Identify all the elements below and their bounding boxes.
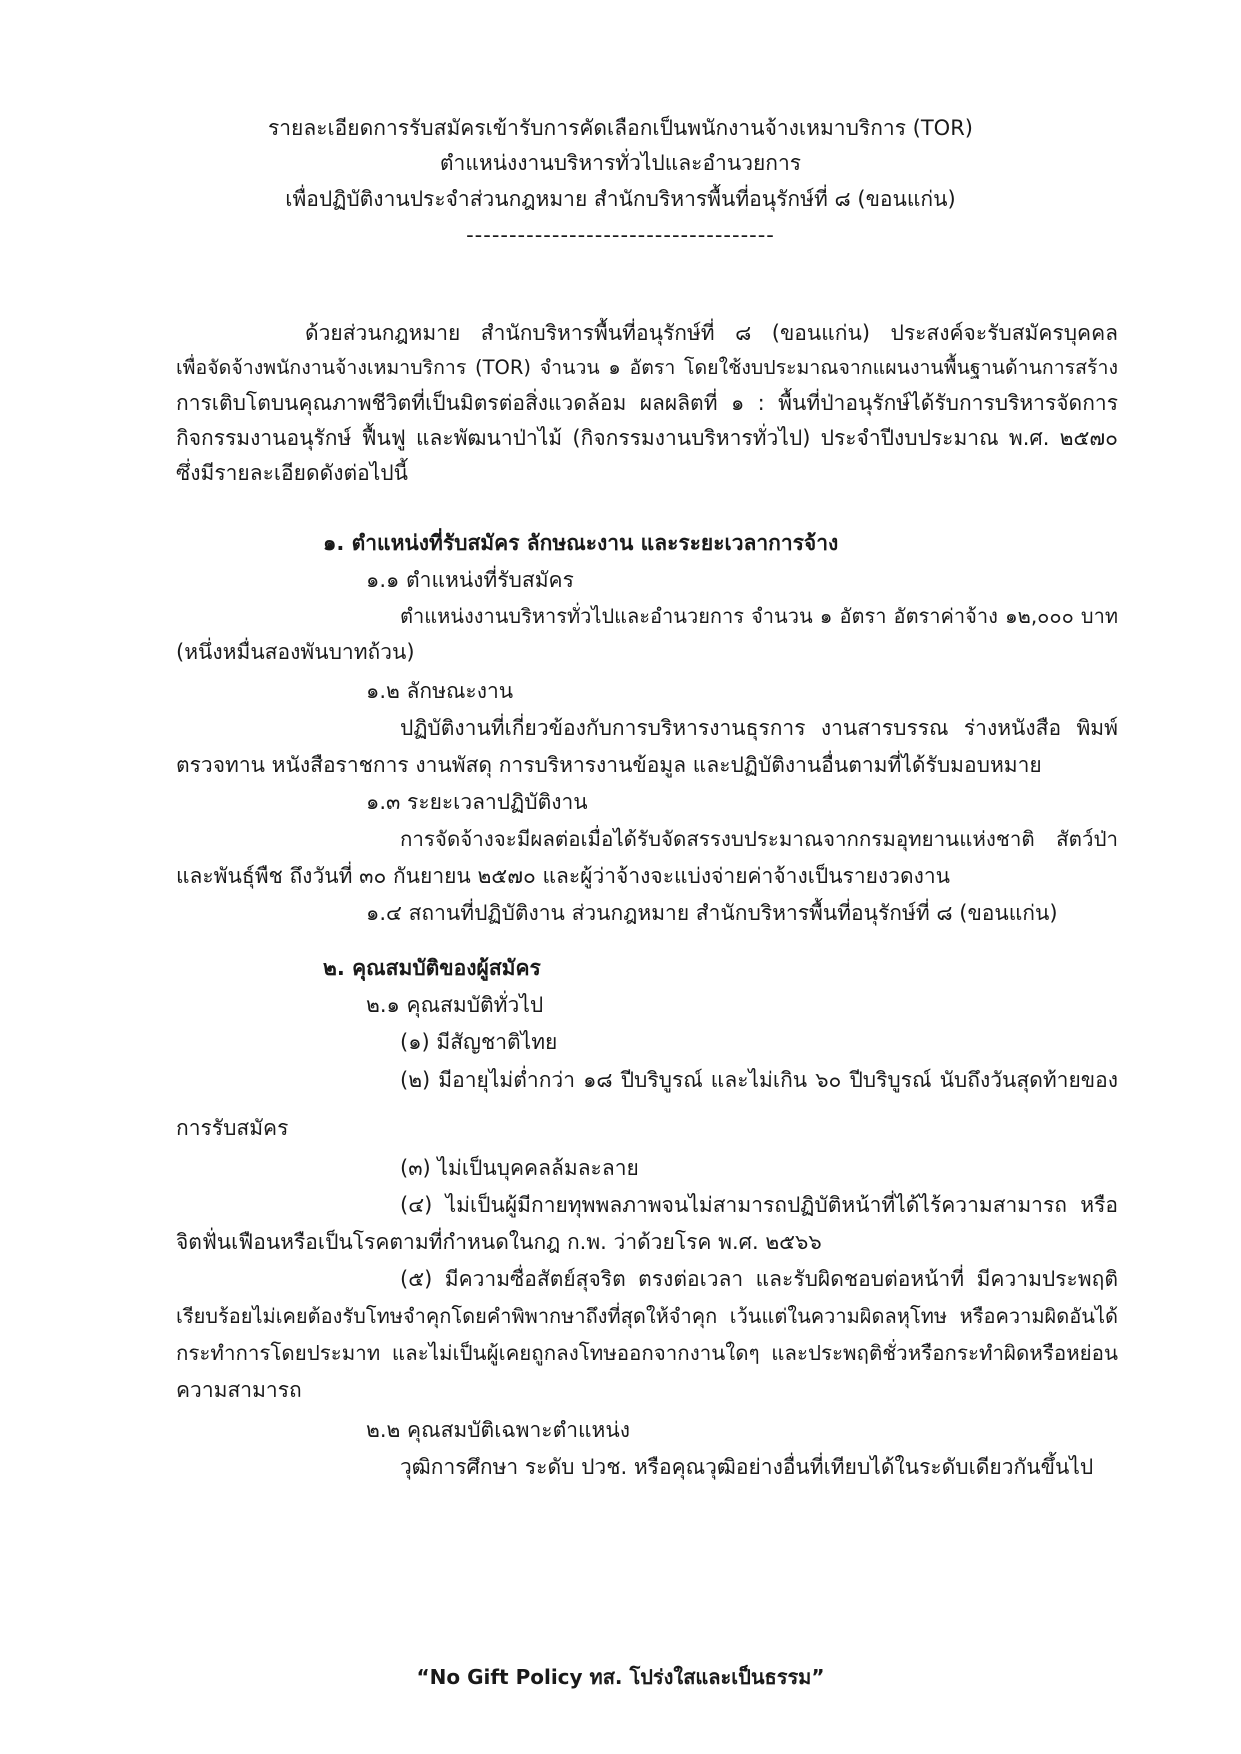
section-1-3-line-2: และพันธุ์พืช ถึงวันที่ ๓๐ กันยายน ๒๕๗๐ และผู้ว่าจ้างจะแบ่งจ่ายค่าจ้างเป็นรายงวดงาน (176, 864, 951, 888)
intro-line-5: ซึ่งมีรายละเอียดดังต่อไปนี้ (176, 461, 408, 485)
qualification-4-line-1: (๔) ไม่เป็นผู้มีกายทุพพลภาพจนไม่สามารถปฏิบัติหน้าที่ได้ไร้ความสามารถ หรือ (400, 1193, 1118, 1217)
intro-line-3: การเติบโตบนคุณภาพชีวิตที่เป็นมิตรต่อสิ่งแวดล้อม ผลผลิตที่ ๑ : พื้นที่ป่าอนุรักษ์ได้รับการบริหารจัดการ (176, 391, 1118, 415)
section-2-heading: ๒. คุณสมบัติของผู้สมัคร (323, 956, 541, 980)
section-1-2-line-2: ตรวจทาน หนังสือราชการ งานพัสดุ การบริหารงานข้อมูล และปฏิบัติงานอื่นตามที่ได้รับมอบหมาย (176, 753, 1042, 777)
qualification-1: (๑) มีสัญชาติไทย (400, 1030, 558, 1054)
intro-line-4: กิจกรรมงานอนุรักษ์ ฟื้นฟู และพัฒนาป่าไม้ (กิจกรรมงานบริหารทั่วไป) ประจำปีงบประมาณ พ.ศ. ๒๕๗๐ (176, 426, 1118, 450)
qualification-4-line-2: จิตฟั่นเฟือนหรือเป็นโรคตามที่กำหนดในกฎ ก.พ. ว่าด้วยโรค พ.ศ. ๒๕๖๖ (176, 1230, 822, 1254)
section-1-heading: ๑. ตำแหน่งที่รับสมัคร ลักษณะงาน และระยะเวลาการจ้าง (323, 531, 839, 555)
section-1-3-line-1: การจัดจ้างจะมีผลต่อเมื่อได้รับจัดสรรงบประมาณจากกรมอุทยานแห่งชาติ สัตว์ป่า (400, 827, 1118, 851)
qualification-2-line-1: (๒) มีอายุไม่ต่ำกว่า ๑๘ ปีบริบูรณ์ และไม่เกิน ๖๐ ปีบริบูรณ์ นับถึงวันสุดท้ายของ (400, 1068, 1118, 1092)
title-line-1: รายละเอียดการรับสมัครเข้ารับการคัดเลือกเป็นพนักงานจ้างเหมาบริการ (TOR) (267, 116, 973, 140)
section-1-2-title: ๑.๒ ลักษณะงาน (366, 679, 514, 703)
section-2-1-title: ๒.๑ คุณสมบัติทั่วไป (366, 993, 544, 1017)
section-1-1-line-1: ตำแหน่งงานบริหารทั่วไปและอำนวยการ จำนวน ๑ อัตรา อัตราค่าจ้าง ๑๒,๐๐๐ บาท (400, 604, 1118, 628)
title-line-3: เพื่อปฏิบัติงานประจำส่วนกฎหมาย สำนักบริหารพื้นที่อนุรักษ์ที่ ๘ (ขอนแก่น) (285, 187, 956, 211)
section-1-1-title: ๑.๑ ตำแหน่งที่รับสมัคร (366, 568, 574, 592)
intro-line-2: เพื่อจัดจ้างพนักงานจ้างเหมาบริการ (TOR) จำนวน ๑ อัตรา โดยใช้งบประมาณจากแผนงานพื้นฐานด้านการสร้าง (176, 356, 1118, 379)
section-2-2-title: ๒.๒ คุณสมบัติเฉพาะตำแหน่ง (366, 1418, 631, 1442)
title-line-2: ตำแหน่งงานบริหารทั่วไปและอำนวยการ (439, 151, 802, 175)
title-separator: ------------------------------------ (466, 223, 775, 247)
qualification-5-line-3: กระทำการโดยประมาท และไม่เป็นผู้เคยถูกลงโทษออกจากงานใดๆ และประพฤติชั่วหรือกระทำผิดหรือหย่อน (176, 1341, 1118, 1365)
intro-line-1: ด้วยส่วนกฎหมาย สำนักบริหารพื้นที่อนุรักษ์ที่ ๘ (ขอนแก่น) ประสงค์จะรับสมัครบุคคล (305, 321, 1118, 345)
section-1-4: ๑.๔ สถานที่ปฏิบัติงาน ส่วนกฎหมาย สำนักบริหารพื้นที่อนุรักษ์ที่ ๘ (ขอนแก่น) (366, 901, 1058, 925)
section-1-1-line-2: (หนึ่งหมื่นสองพันบาทถ้วน) (176, 640, 415, 664)
section-2-2-line-1: วุฒิการศึกษา ระดับ ปวช. หรือคุณวุฒิอย่างอื่นที่เทียบได้ในระดับเดียวกันขึ้นไป (400, 1455, 1094, 1479)
qualification-5-line-2: เรียบร้อยไม่เคยต้องรับโทษจำคุกโดยคำพิพากษาถึงที่สุดให้จำคุก เว้นแต่ในความผิดลหุโทษ หรือความผิดอันได้ (176, 1304, 1118, 1328)
qualification-2-line-2: การรับสมัคร (176, 1116, 289, 1140)
section-1-2-line-1: ปฏิบัติงานที่เกี่ยวข้องกับการบริหารงานธุรการ งานสารบรรณ ร่างหนังสือ พิมพ์ (400, 716, 1118, 740)
section-1-3-title: ๑.๓ ระยะเวลาปฏิบัติงาน (366, 790, 588, 814)
qualification-3: (๓) ไม่เป็นบุคคลล้มละลาย (400, 1156, 639, 1180)
footer-slogan: “No Gift Policy ทส. โปร่งใสและเป็นธรรม” (416, 1665, 825, 1689)
qualification-5-line-4: ความสามารถ (176, 1378, 302, 1402)
qualification-5-line-1: (๕) มีความซื่อสัตย์สุจริต ตรงต่อเวลา และรับผิดชอบต่อหน้าที่ มีความประพฤติ (400, 1267, 1118, 1291)
